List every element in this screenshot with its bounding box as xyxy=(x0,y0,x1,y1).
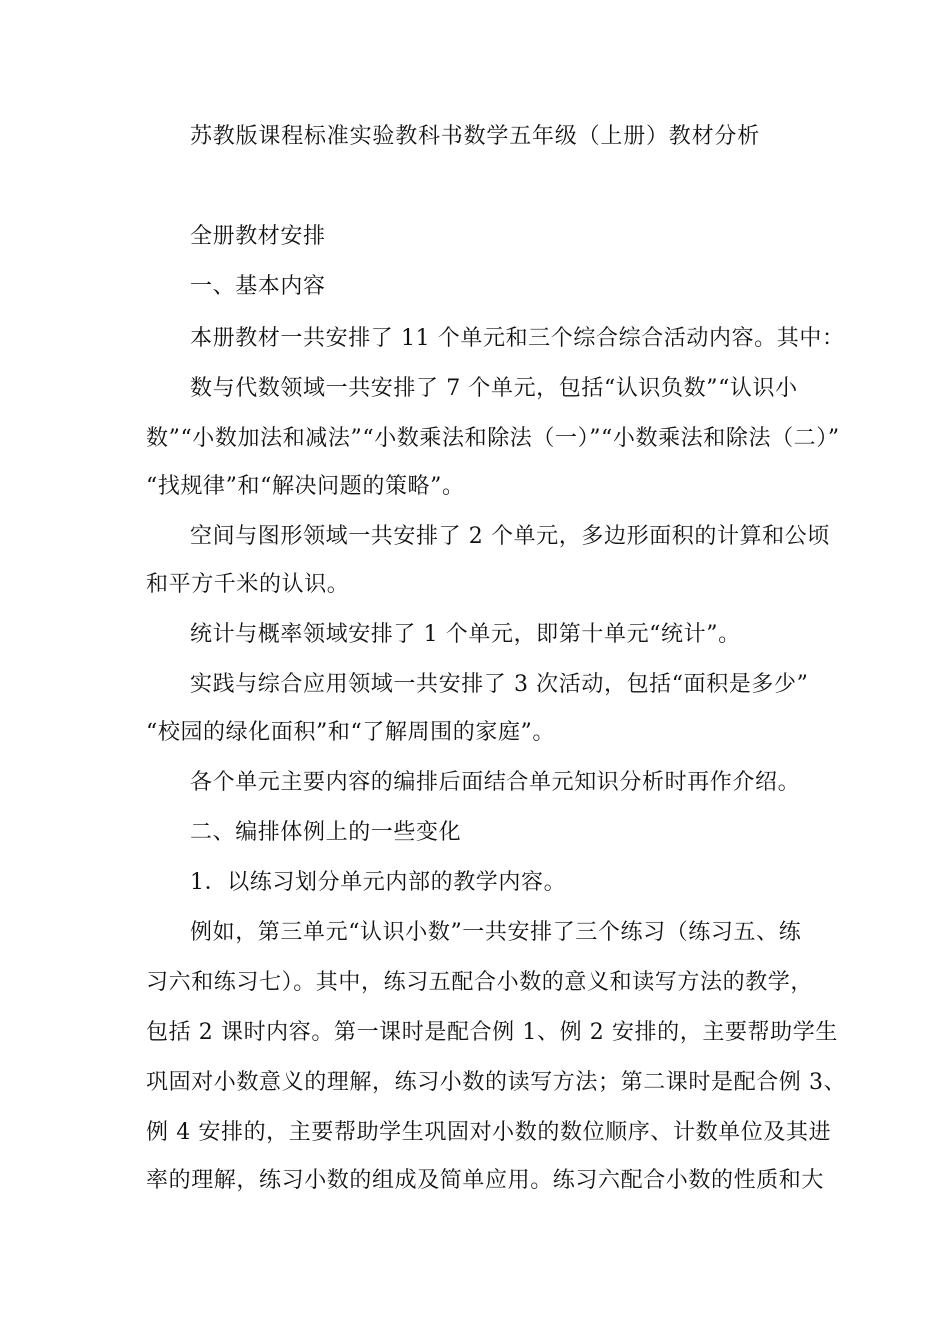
paragraph-unit-note: 各个单元主要内容的编排后面结合单元知识分析时再作介绍。 xyxy=(190,770,801,795)
paragraph-example-line: 例如，第三单元“认识小数”一共安排了三个练习（练习五、练 xyxy=(190,920,802,945)
heading-basic-content: 一、基本内容 xyxy=(190,274,326,299)
paragraph-number-algebra-line: 数与代数领域一共安排了 7 个单元，包括“认识负数”“认识小 xyxy=(190,376,798,401)
paragraph-overview: 本册教材一共安排了 11 个单元和三个综合综合活动内容。其中： xyxy=(190,326,845,351)
heading-changes: 二、编排体例上的一些变化 xyxy=(190,820,462,845)
list-item-1: 1．以练习划分单元内部的教学内容。 xyxy=(190,870,567,895)
paragraph-space-shape-line: 空间与图形领域一共安排了 2 个单元，多边形面积的计算和公顷 xyxy=(190,524,830,549)
paragraph-practice-line: 实践与综合应用领域一共安排了 3 次活动，包括“面积是多少” xyxy=(190,672,809,697)
paragraph-example-line: 例 4 安排的，主要帮助学生巩固对小数的数位顺序、计数单位及其进 xyxy=(146,1120,832,1145)
paragraph-number-algebra-line: “找规律”和“解决问题的策略”。 xyxy=(146,474,465,499)
paragraph-practice-line: “校园的绿化面积”和“了解周围的家庭”。 xyxy=(146,720,555,745)
paragraph-space-shape-line: 和平方千米的认识。 xyxy=(146,572,350,597)
paragraph-statistics: 统计与概率领域安排了 1 个单元，即第十单元“统计”。 xyxy=(190,622,741,647)
paragraph-number-algebra-line: 数”“小数加法和减法”“小数乘法和除法（一）”“小数乘法和除法（二）” xyxy=(146,426,840,451)
paragraph-example-line: 率的理解，练习小数的组成及简单应用。练习六配合小数的性质和大 xyxy=(146,1168,825,1193)
section-heading: 全册教材安排 xyxy=(190,224,326,249)
document-title: 苏教版课程标准实验教科书数学五年级（上册）教材分析 xyxy=(190,124,761,149)
paragraph-example-line: 包括 2 课时内容。第一课时是配合例 1、例 2 安排的，主要帮助学生 xyxy=(146,1020,838,1045)
paragraph-example-line: 习六和练习七）。其中，练习五配合小数的意义和读写方法的教学， xyxy=(146,970,814,995)
paragraph-example-line: 巩固对小数意义的理解，练习小数的读写方法；第二课时是配合例 3、 xyxy=(146,1070,847,1095)
